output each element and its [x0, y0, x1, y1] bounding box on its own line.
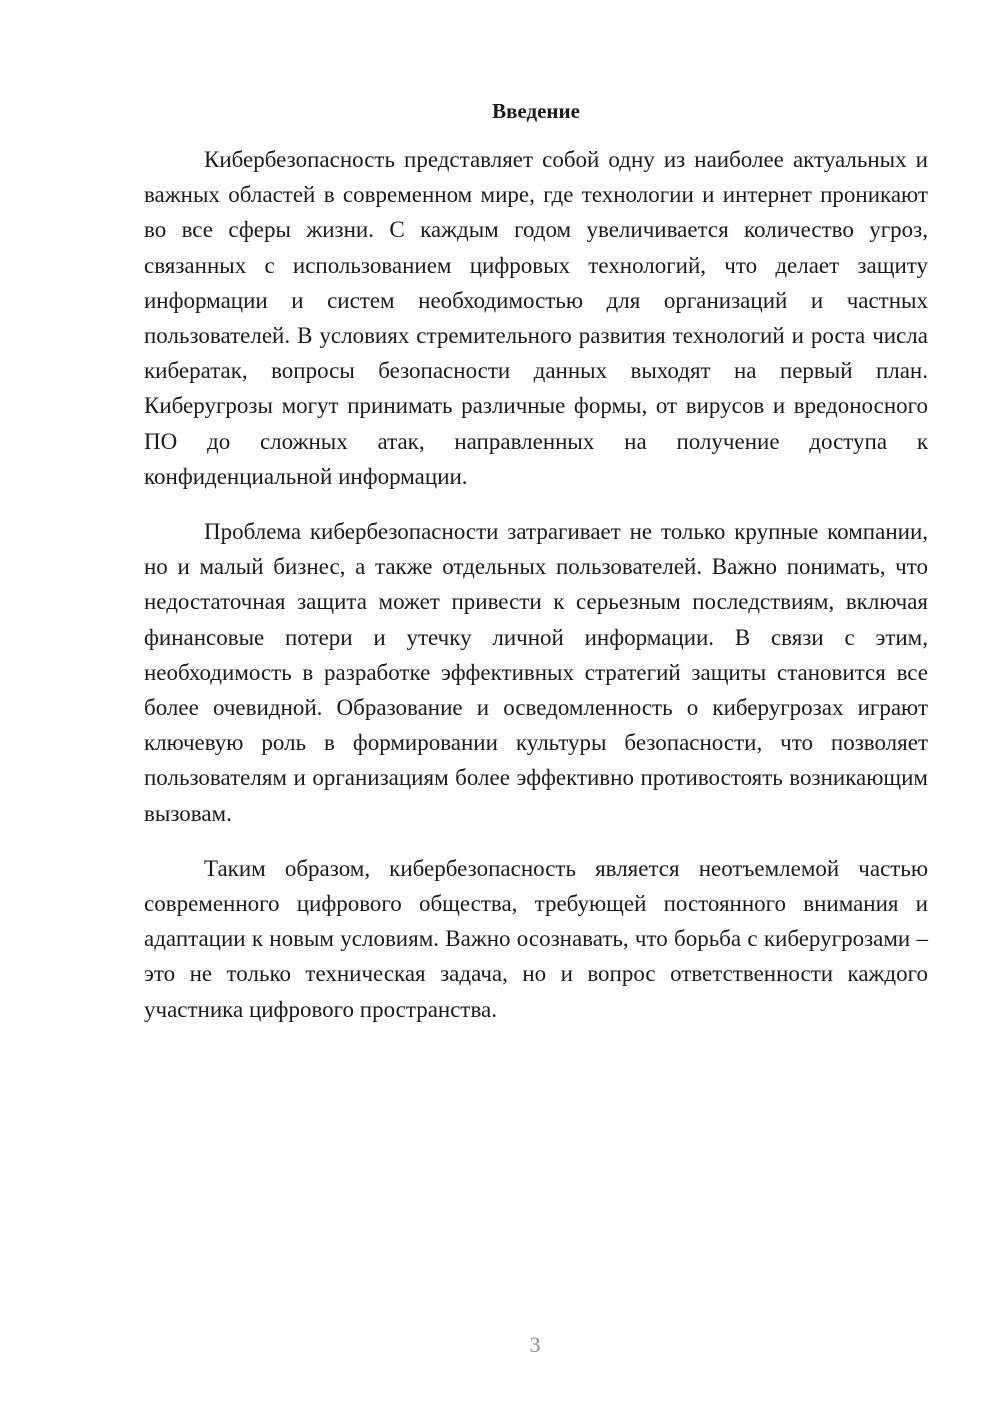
paragraph-2: Проблема кибербезопасности затрагивает не только крупные компании, но и малый бизнес, а также отдельных пользователей. Важно понимать, что недостаточная защита может привести к серьезным последствиям, включая финансовые потери и утечку личной информации. В связи с этим, необходимость в разработке эффективных стратегий защиты становится все более очевидной. Образование и осведомленность о киберугрозах играют ключевую роль в формировании культуры безопасности, что позволяет пользователям и организациям более эффективно противостоять возникающим вызовам. [144, 519, 928, 826]
page-content [144, 96, 928, 1047]
paragraph-1: Кибербезопасность представляет собой одну из наиболее актуальных и важных областей в современном мире, где технологии и интернет проникают во все сферы жизни. С каждым годом увеличивается количество угроз, связанных с использованием цифровых технологий, что делает защиту информации и систем необходимостью для организаций и частных пользователей. В условиях стремительного развития технологий и роста числа кибератак, вопросы безопасности данных выходят на первый план. Киберугрозы могут принимать различные формы, от вирусов и вредоносного ПО до сложных атак, направленных на получение доступа к конфиденциальной информации. [144, 147, 928, 489]
section-title: Введение [492, 99, 580, 123]
paragraph-3: Таким образом, кибербезопасность является неотъемлемой частью современного цифрового общества, требующей постоянного внимания и адаптации к новым условиям. Важно осознавать, что борьба с киберугрозами – это не только техническая задача, но и вопрос ответственности каждого участника цифрового пространства. [144, 855, 928, 1022]
page-number: 3 [529, 1332, 541, 1357]
